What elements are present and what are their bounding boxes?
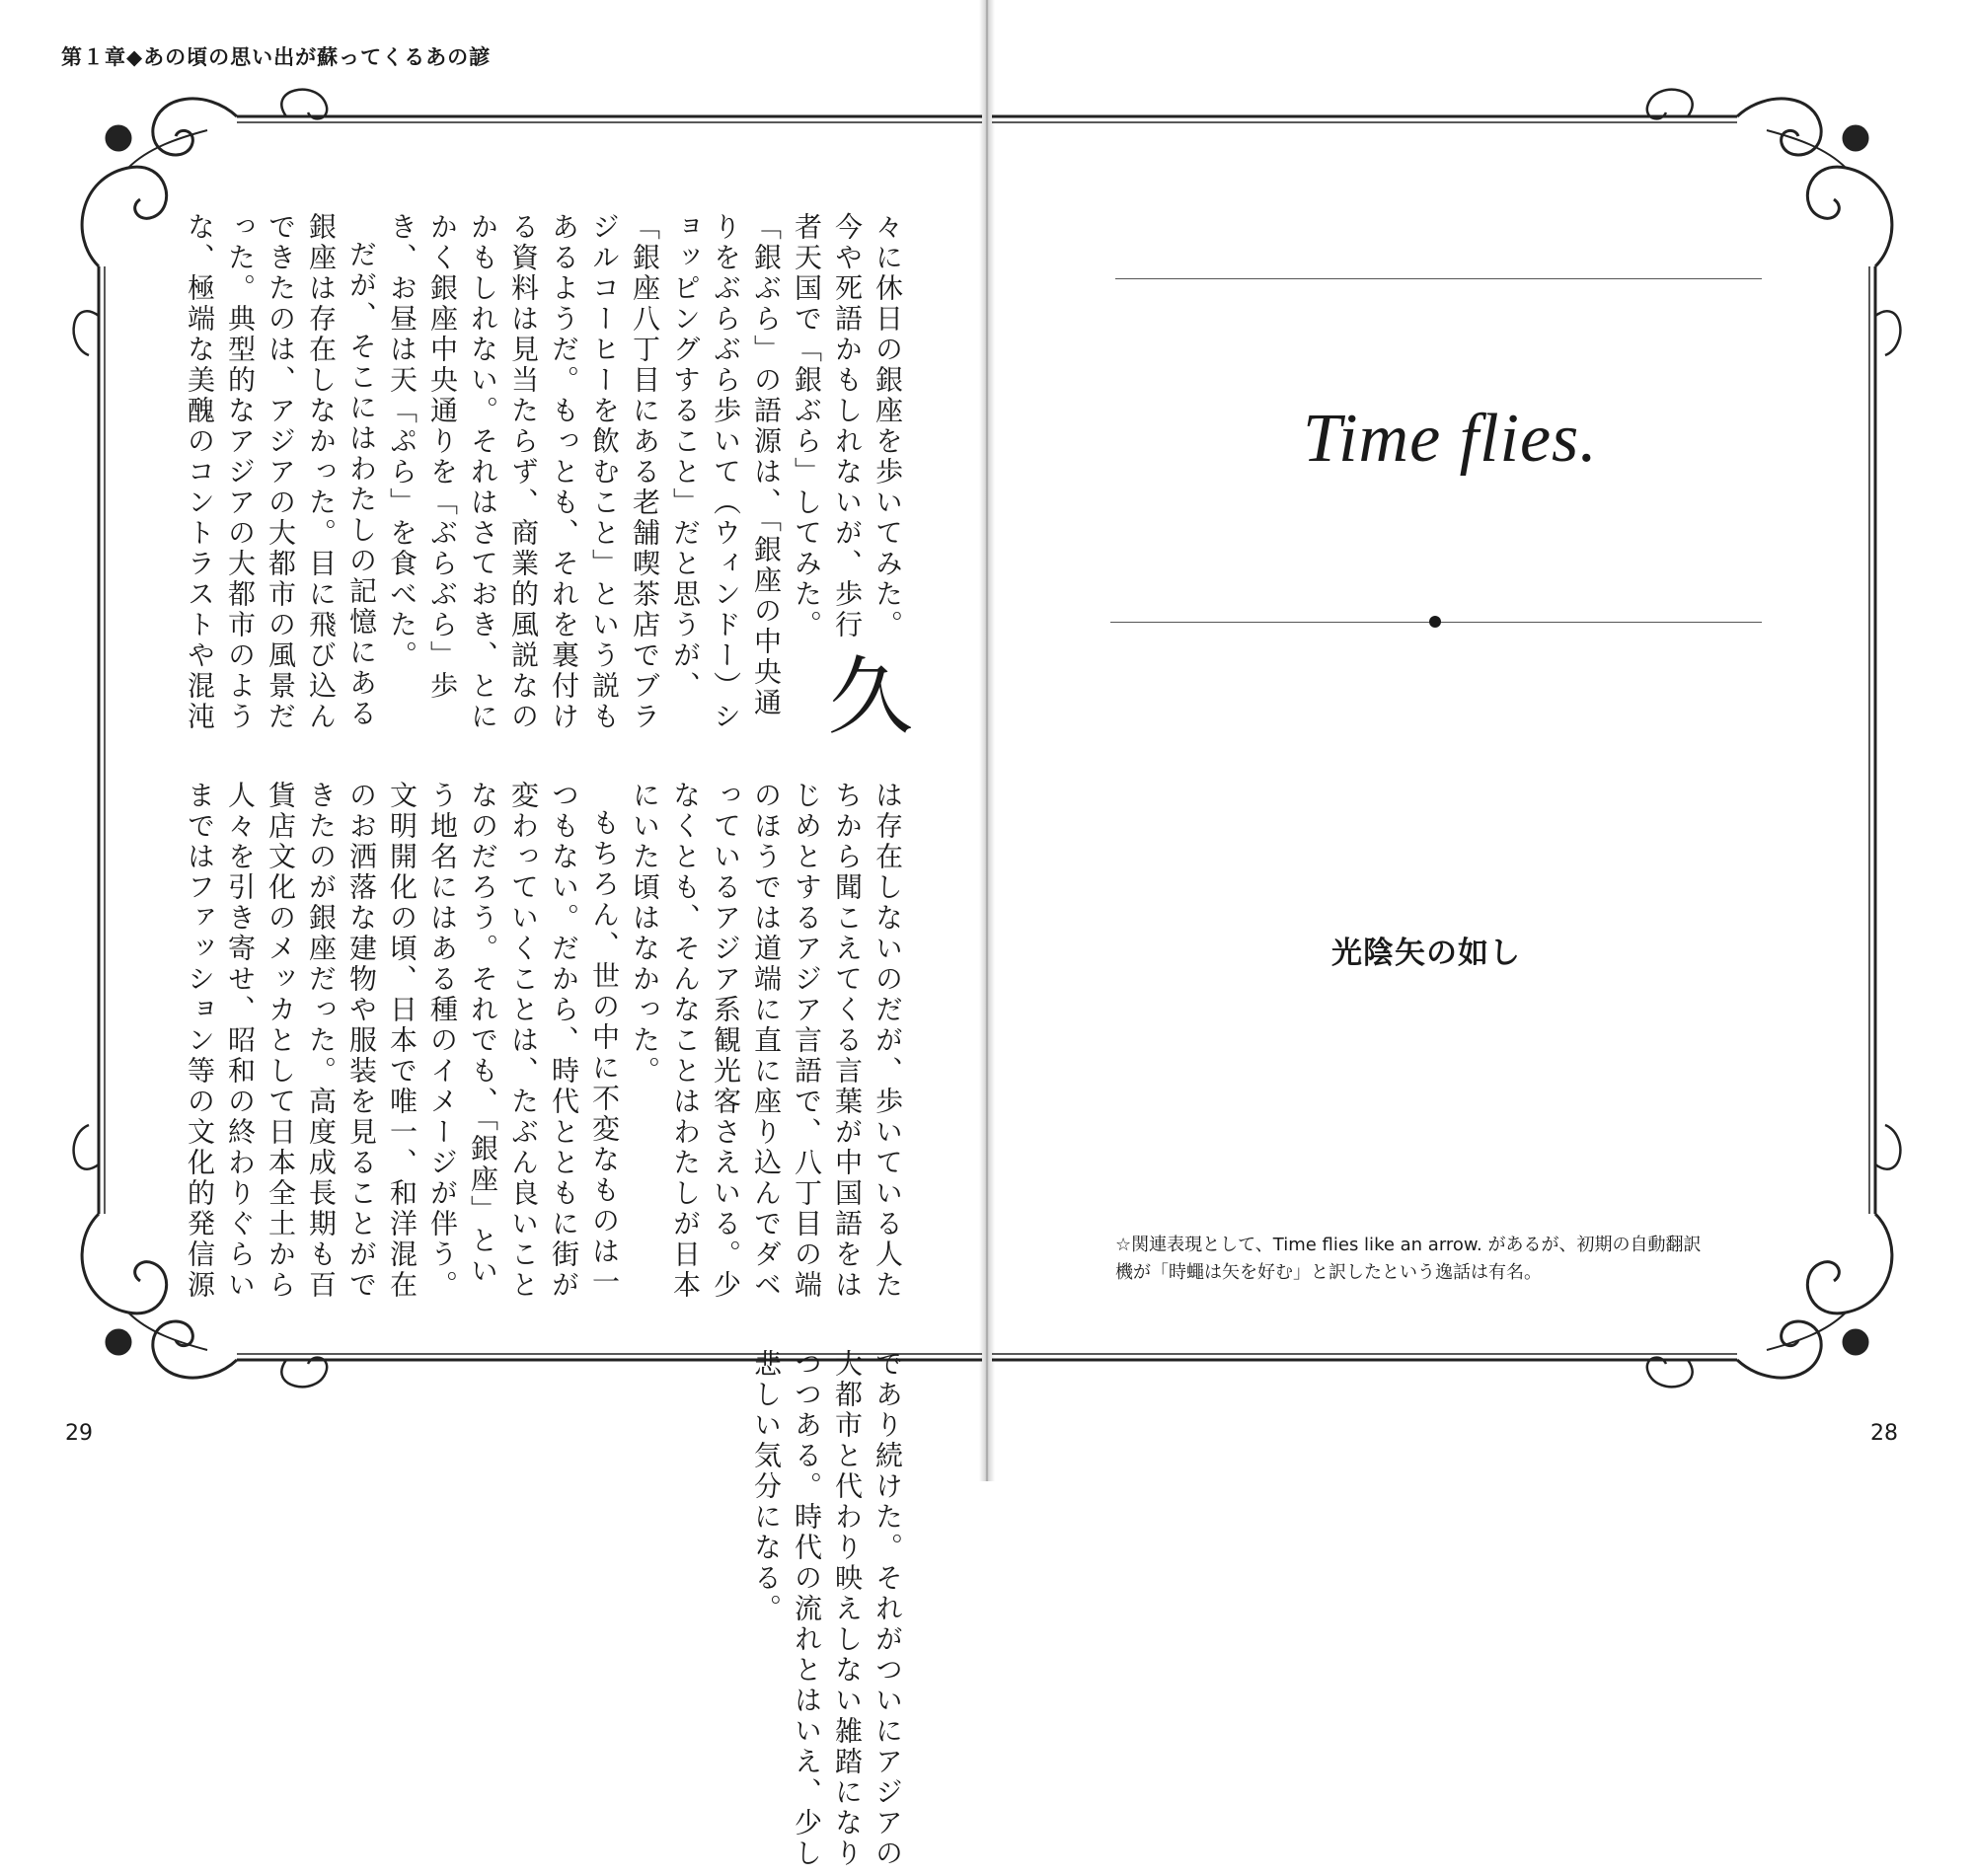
footnote-line-2: 機が「時蠅は矢を好む」と訳したという逸話は有名。 bbox=[1115, 1262, 1542, 1283]
chapter-header: 第１章◆あの頃の思い出が蘇ってくるあの諺 bbox=[61, 44, 492, 69]
page-number-left: 29 bbox=[65, 1421, 93, 1446]
rule-dot-icon bbox=[1429, 616, 1441, 628]
footnote bbox=[1115, 1232, 1806, 1287]
paragraph-2: だが、そこにはわたしの記憶にある銀座は存在しなかった。目に飛び込んできたのは、アジアの大都市の風景だった。典型的なアジアの大都市のような、極端な美醜のコントラストや混沌は存在しないのだが、歩いている人たちから聞こえてくる言葉が中国語をはじめとするアジア言語で、八丁目の端のほうでは道端に直に座り込んでダベっているアジア系観光客さえいる。少なくとも、そんなことはわたしが日本にいた頃はなかった。 bbox=[184, 212, 904, 1301]
page-number-right: 28 bbox=[1870, 1421, 1898, 1446]
paragraph-3: もちろん、世の中に不変なものは一つもない。だから、時代とともに街が変わっていくことは、たぶん良いことなのだろう。それでも、「銀座」という地名にはある種のイメージが伴う。文明開化の頃、日本で唯一、和洋混在のお洒落な建物や服装を見ることができたのが銀座だった。高度成長期も百貨店文化のメッカとして日本全土から人々を引き寄せ、昭和の終わりぐらいまではファッション等の文化的発信源であり続けた。それがついにアジアの大都市と代わり映えしない雑踏になりつつある。時代の流れとはいえ、少し悲しい気分になる。 bbox=[184, 781, 904, 1869]
drop-cap: 久 bbox=[813, 651, 912, 739]
right-ornamental-frame bbox=[992, 69, 1915, 1401]
essay-body bbox=[158, 212, 912, 1869]
proverb-title-english: Time flies. bbox=[1303, 401, 1598, 477]
paragraph-1: 久 々に休日の銀座を歩いてみた。今や死語かもしれないが、歩行者天国で「銀ぶら」してみた。「銀ぶら」の語源は、「銀座の中央通りをぶらぶら歩いて（ウィンドー）ショッピングすること」だと思うが、「銀座八丁目にある老舗喫茶店でブラジルコーヒーを飲むこと」という説もあるようだ。もっとも、それを裏付ける資料は見当たらず、商業的風説なのかもしれない。それはさておき、とにかく銀座中央通りを「ぶらぶら」歩き、お昼は天「ぷら」を食べた。 bbox=[386, 212, 912, 739]
proverb-title-japanese: 光陰矢の如し bbox=[1331, 936, 1521, 971]
top-rule bbox=[1115, 278, 1762, 279]
footnote-line-1: ☆関連表現として、Time flies like an arrow. があるが、初期の自動翻訳 bbox=[1115, 1235, 1702, 1255]
